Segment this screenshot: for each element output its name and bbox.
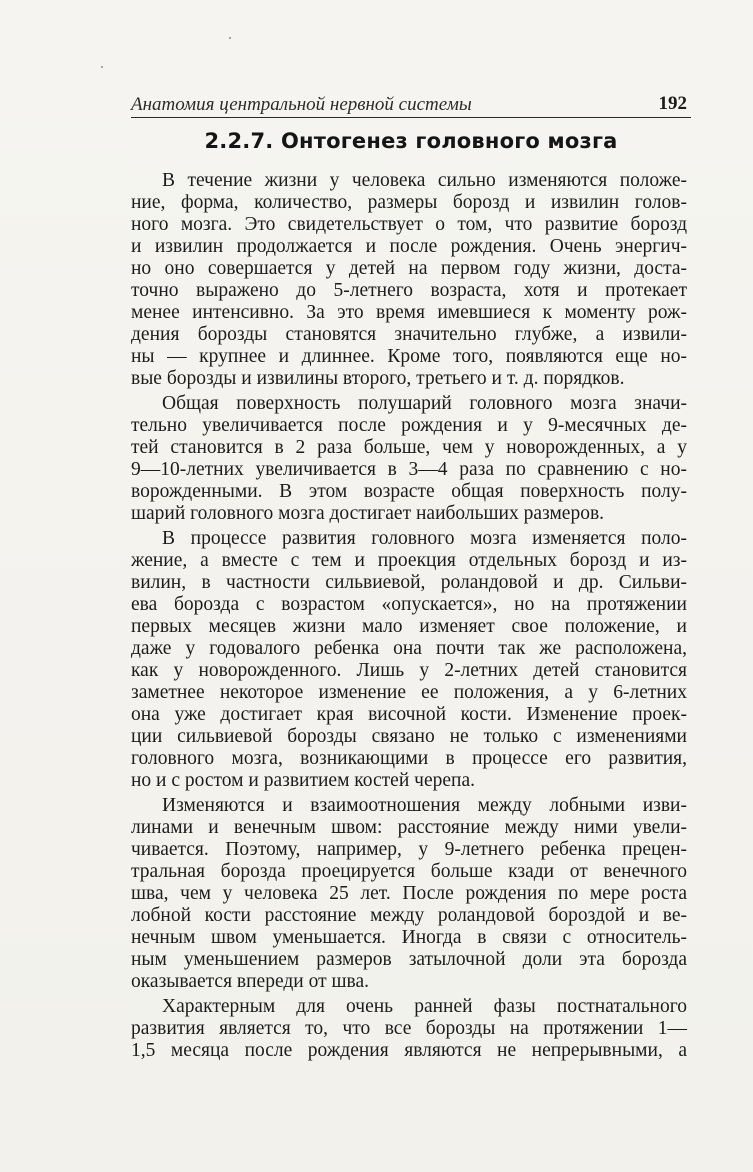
text-line: менее интенсивно. За это время имевшиеся к моменту рож-: [131, 302, 687, 323]
text-line: ворожденными. В этом возрасте общая поверхность полу-: [131, 481, 687, 502]
text-line: ева борозда с возрастом «опускается», но на протяжении: [131, 594, 687, 615]
text-line: В течение жизни у человека сильно изменяются положе-: [162, 170, 687, 191]
text-line: оказывается впереди от шва.: [131, 971, 369, 992]
text-line: нечным швом уменьшается. Иногда в связи с относитель-: [131, 927, 687, 948]
running-header: [131, 93, 691, 118]
section-title: 2.2.7. Онтогенез головного мозга: [204, 129, 618, 153]
text-line: заметнее некоторое изменение ее положения, а у 6-летних: [131, 682, 687, 703]
text-line: тей становится в 2 раза больше, чем у новорожденных, а у: [131, 437, 687, 458]
scan-speck: [101, 66, 103, 68]
text-line: ние, форма, количество, размеры борозд и извилин голов-: [131, 192, 687, 213]
text-line: ным уменьшением размеров затылочной доли эта борозда: [131, 949, 687, 970]
paragraph: [131, 393, 687, 525]
text-line: и извилин продолжается и после рождения. Очень энергич-: [131, 236, 687, 257]
text-line: чивается. Поэтому, например, у 9-летнего ребенка прецен-: [131, 839, 687, 860]
text-line: вые борозды и извилины второго, третьего и т. д. порядков.: [131, 368, 625, 389]
text-line: тральная борозда проецируется больше кзади от венечного: [131, 861, 687, 882]
text-line: лобной кости расстояние между роландовой бороздой и ве-: [131, 905, 687, 926]
text-line: Общая поверхность полушарий головного мозга значи-: [162, 393, 687, 414]
text-line: даже у годовалого ребенка она почти так же расположена,: [131, 638, 687, 659]
text-line: точно выражено до 5-летнего возраста, хотя и протекает: [131, 280, 687, 301]
text-line: развития является то, что все борозды на протяжении 1—: [131, 1018, 687, 1039]
text-line: вилин, в частности сильвиевой, роландовой и др. Сильви-: [131, 572, 687, 593]
text-line: шарий головного мозга достигает наибольших размеров.: [131, 503, 605, 524]
scan-speck: [229, 37, 231, 39]
text-line: ного мозга. Это свидетельствует о том, что развитие борозд: [131, 214, 687, 235]
text-line: но оно совершается у детей на первом году жизни, доста-: [131, 258, 687, 279]
text-line: шва, чем у человека 25 лет. После рождения по мере роста: [131, 883, 687, 904]
paragraph: [131, 170, 687, 390]
text-line: как у новорожденного. Лишь у 2-летних детей становится: [131, 660, 687, 681]
page-number: 192: [658, 93, 687, 114]
running-title: Анатомия центральной нервной системы: [131, 94, 472, 115]
text-line: она уже достигает края височной кости. Изменение проек-: [131, 704, 687, 725]
body-text: [131, 170, 687, 1062]
text-line: жение, а вместе с тем и проекция отдельных борозд и из-: [131, 550, 687, 571]
paragraph: [131, 795, 687, 993]
text-line: 9—10-летних увеличивается в 3—4 раза по сравнению с но-: [131, 459, 687, 480]
paragraph: [131, 996, 687, 1062]
paragraph: [131, 528, 687, 792]
text-line: ны — крупнее и длиннее. Кроме того, появляются еще но-: [131, 346, 687, 367]
text-line: линами и венечным швом: расстояние между ними увели-: [131, 817, 687, 838]
text-line: дения борозды становятся значительно глубже, а извили-: [131, 324, 687, 345]
text-line: тельно увеличивается после рождения и у 9-месячных де-: [131, 415, 687, 436]
text-line: первых месяцев жизни мало изменяет свое положение, и: [131, 616, 687, 637]
text-line: Характерным для очень ранней фазы постнатального: [162, 996, 687, 1017]
text-line: ции сильвиевой борозды связано не только с изменениями: [131, 726, 687, 747]
text-line: Изменяются и взаимоотношения между лобными изви-: [162, 795, 687, 816]
text-line: головного мозга, возникающими в процессе его развития,: [131, 748, 687, 769]
text-line: но и с ростом и развитием костей черепа.: [131, 770, 475, 791]
text-line: 1,5 месяца после рождения являются не непрерывными, а: [131, 1040, 687, 1061]
text-line: В процессе развития головного мозга изменяется поло-: [162, 528, 687, 549]
